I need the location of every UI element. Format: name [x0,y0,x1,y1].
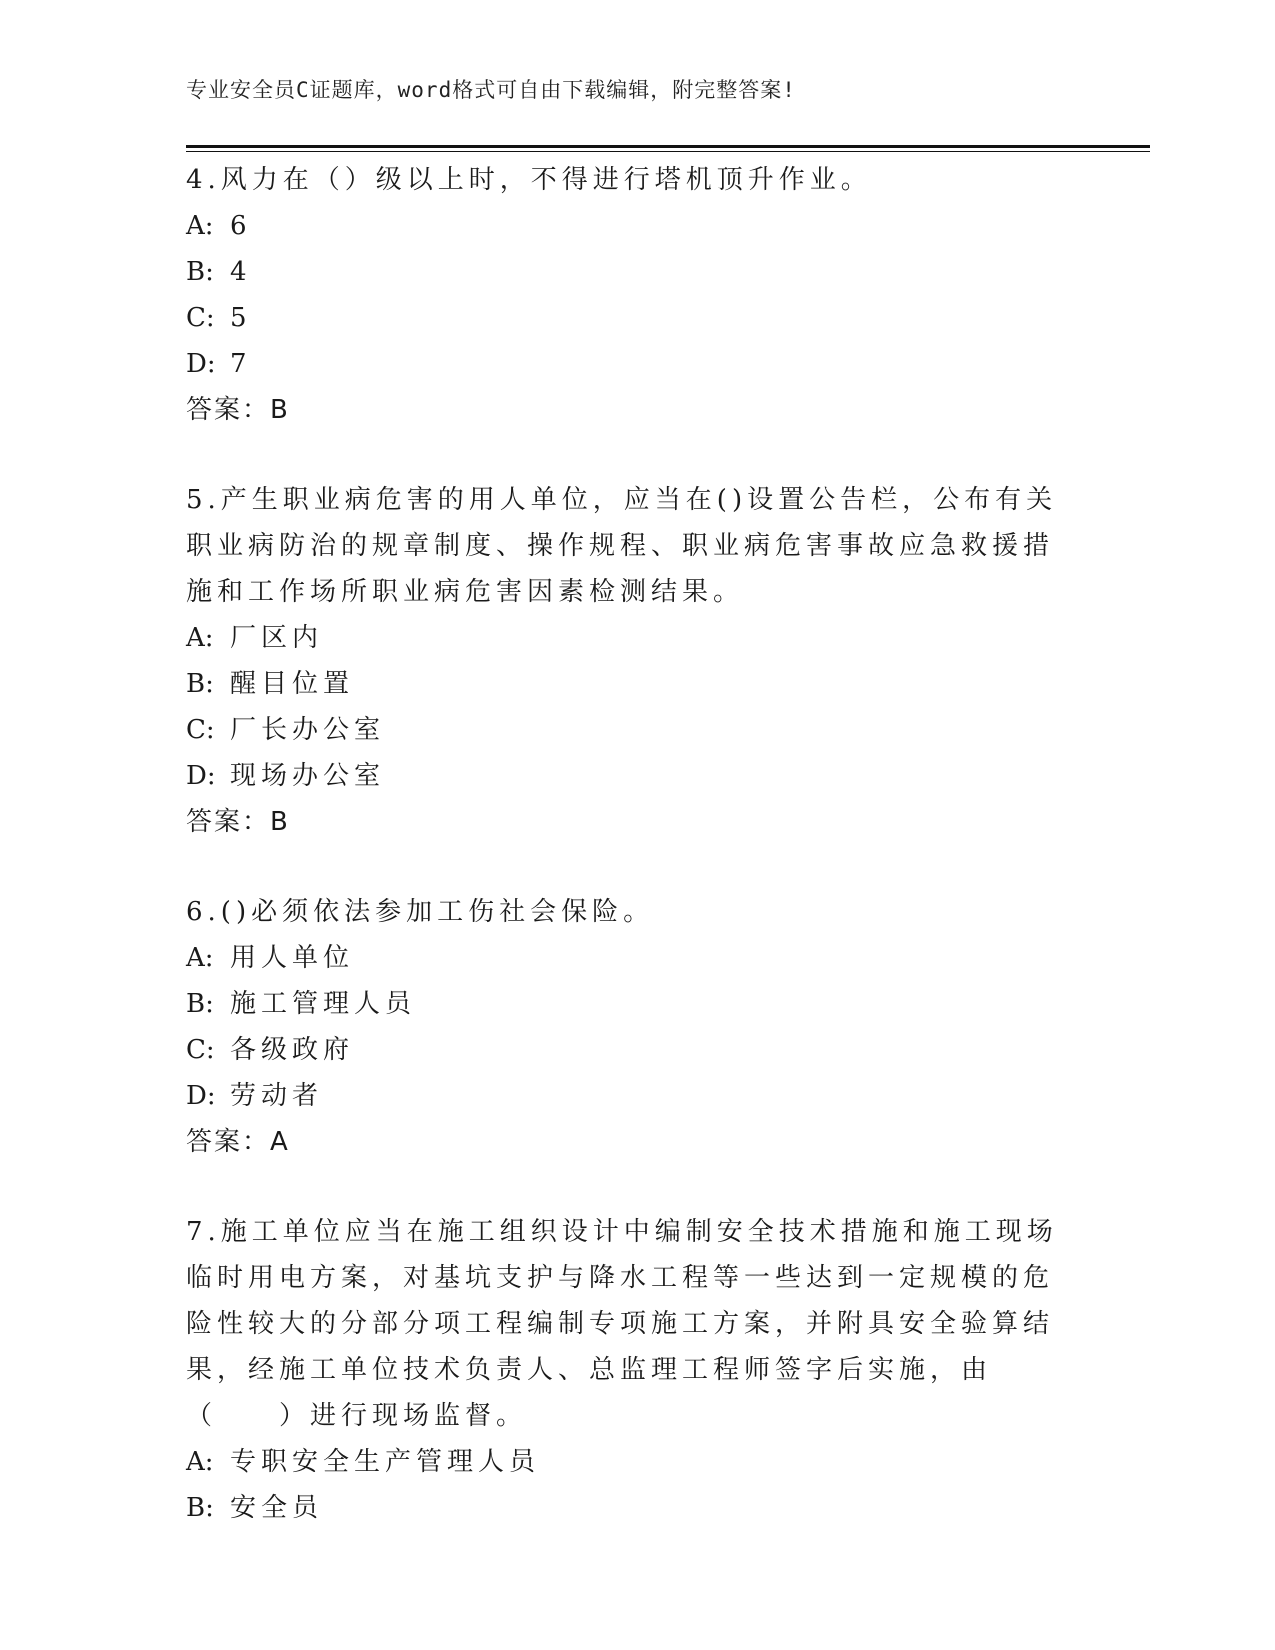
option-key: D: [186,761,216,791]
option-text: 用人单位 [230,943,355,973]
answer-line: 答案：A [186,1127,290,1157]
option-text: 厂区内 [230,623,324,653]
option-key: D: [186,349,216,379]
option-d [186,341,1066,387]
option-key: B: [186,1493,214,1523]
option-b [186,249,1066,295]
question-5 [186,477,1066,845]
option-text: 安全员 [230,1493,324,1523]
question-stem: 4.风力在（）级以上时，不得进行塔机顶升作业。 [186,165,872,195]
question-stem: 7.施工单位应当在施工组织设计中编制安全技术措施和施工现场临时用电方案，对基坑支护与降水工程等一些达到一定规模的危险性较大的分部分项工程编制专项施工方案，并附具安全验算结果，经施工单位技术负责人、总监理工程师签字后实施，由（ ）进行现场监督。 [186,1217,1058,1431]
option-c [186,707,1066,753]
option-a [186,1439,1066,1485]
option-text: 厂长办公室 [230,715,386,745]
option-b [186,661,1066,707]
option-a [186,935,1066,981]
option-text: 专职安全生产管理人员 [230,1447,541,1477]
option-key: C: [186,303,215,333]
option-key: D: [186,1081,216,1111]
option-text: 7 [230,349,252,379]
option-text: 4 [230,257,252,287]
option-a [186,615,1066,661]
option-text: 5 [230,303,252,333]
option-key: A: [186,211,214,241]
answer-line: 答案：B [186,807,290,837]
question-7 [186,1209,1066,1531]
option-key: B: [186,989,214,1019]
option-b [186,1485,1066,1531]
option-key: B: [186,669,214,699]
option-a [186,203,1066,249]
page-header: 专业安全员C证题库，word格式可自由下载编辑，附完整答案! [186,78,796,102]
option-c [186,1027,1066,1073]
option-text: 现场办公室 [230,761,386,791]
option-text: 各级政府 [230,1035,355,1065]
option-text: 施工管理人员 [230,989,417,1019]
option-key: A: [186,1447,214,1477]
option-key: C: [186,1035,215,1065]
question-4 [186,157,1066,433]
question-stem: 5.产生职业病危害的用人单位，应当在()设置公告栏，公布有关职业病防治的规章制度、操作规程、职业病危害事故应急救援措施和工作场所职业病危害因素检测结果。 [186,485,1058,607]
header-divider-thin [186,151,1150,152]
option-text: 劳动者 [230,1081,324,1111]
option-key: C: [186,715,215,745]
option-c [186,295,1066,341]
question-6 [186,889,1066,1165]
question-list [186,157,1066,1575]
answer-line: 答案：B [186,395,290,425]
option-key: A: [186,943,214,973]
option-key: B: [186,257,214,287]
header-divider [186,145,1150,148]
option-text: 6 [230,211,252,241]
option-text: 醒目位置 [230,669,355,699]
option-b [186,981,1066,1027]
option-key: A: [186,623,214,653]
question-stem: 6.()必须依法参加工伤社会保险。 [186,897,655,927]
option-d [186,753,1066,799]
option-d [186,1073,1066,1119]
